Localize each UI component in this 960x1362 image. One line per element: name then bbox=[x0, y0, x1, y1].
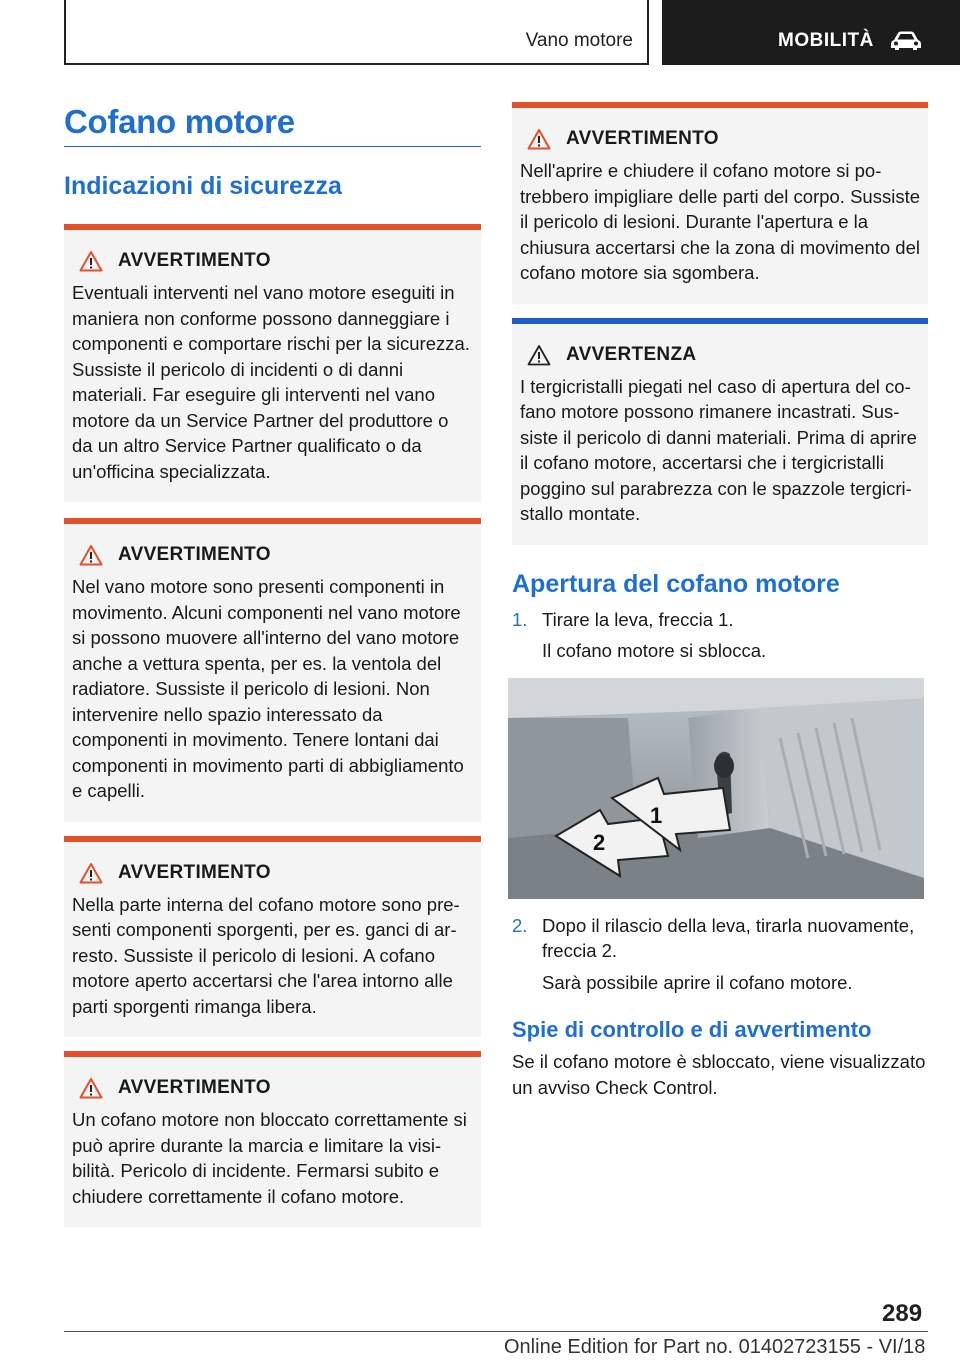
warning-label: AVVERTIMENTO bbox=[118, 1077, 271, 1098]
warning-triangle-icon bbox=[79, 544, 103, 566]
warning-label: AVVERTIMENTO bbox=[118, 861, 271, 883]
step-number: 2. bbox=[512, 914, 528, 936]
notice-label: AVVERTENZA bbox=[566, 343, 697, 365]
warning-box-4 bbox=[64, 1051, 481, 1227]
warning-triangle-icon bbox=[79, 862, 103, 884]
warning-text: Eventuali interventi nel vano motore eseguiti in maniera non conforme possono danneggiare i componenti e comportare rischi per la sicurezza. Sussiste il pericolo di incidenti o di danni materiali. Far eseguire gli interventi nel vano motore da un Service Partner del produttore o da un altro Service Partner qualificato o da un'officina specializzata. bbox=[72, 282, 470, 482]
warning-box-5 bbox=[512, 102, 928, 304]
arrow-1-label: 1 bbox=[650, 802, 663, 828]
safety-heading: Indicazioni di sicurezza bbox=[64, 172, 342, 200]
header-section-box bbox=[64, 0, 649, 65]
step-result: Il cofano motore si sblocca. bbox=[542, 640, 767, 661]
step-text: Tirare la leva, freccia 1. bbox=[542, 608, 734, 630]
step-text: Dopo il rilascio della leva, tirarla nuovamente, freccia 2. bbox=[542, 914, 915, 961]
notice-triangle-icon bbox=[527, 344, 551, 366]
indicator-text: Se il cofano motore è sbloccato, viene visualizzato un avviso Check Control. bbox=[512, 1051, 926, 1098]
warning-text: Nella parte interna del cofano motore sono presenti componenti sporgenti, per es. ganci di arresto. Sussiste il pericolo di lesioni. A cofano motore aperto accertarsi che l'area intorno alle parti sporgenti rimanga libera. bbox=[72, 893, 460, 1017]
car-icon bbox=[890, 30, 922, 52]
left-column bbox=[64, 100, 481, 1227]
warning-triangle-icon bbox=[527, 128, 551, 150]
footer-rule bbox=[64, 1331, 928, 1332]
warning-text: Nel vano motore sono presenti componenti in movimento. Alcuni componenti nel vano motore si possono muovere all'interno del vano motore anche a vettura spenta, per es. la ventola del radiatore. Sussiste il pericolo di lesioni. Non intervenire nello spazio interessato da componenti in movimento. Tenere lontani dai componenti in movimento parti di abbigliamento e capelli. bbox=[72, 576, 464, 801]
step-2 bbox=[512, 913, 928, 964]
warning-box-1 bbox=[64, 224, 481, 502]
warning-label: AVVERTIMENTO bbox=[118, 250, 271, 271]
opening-heading: Apertura del cofano motore bbox=[512, 569, 840, 598]
warning-box-2 bbox=[64, 518, 481, 822]
warning-text: Un cofano motore non bloccato correttamente si può aprire durante la marcia e limitare la visibilità. Pericolo di incidente. Fermarsi subito e chiudere correttamente il cofano motore. bbox=[72, 1109, 467, 1207]
warning-label: AVVERTIMENTO bbox=[118, 544, 271, 565]
right-column bbox=[512, 102, 928, 1100]
footer-edition: Online Edition for Part no. 01402723155 - VI/18 bbox=[504, 1336, 926, 1358]
warning-box-3 bbox=[64, 836, 481, 1038]
step-result: Sarà possibile aprire il cofano motore. bbox=[542, 971, 853, 993]
notice-text: I tergicristalli piegati nel caso di apertura del cofano motore possono rimanere incastrati. Sussiste il pericolo di danni materiali. Prima di aprire il cofano motore, accertarsi che i tergicristalli poggino sul parabrezza con le spazzole tergicristallo montate. bbox=[520, 375, 917, 524]
step-1 bbox=[512, 607, 928, 633]
header-chapter-title: MOBILITÀ bbox=[778, 30, 874, 51]
warning-triangle-icon bbox=[79, 250, 103, 272]
warning-text: Nell'aprire e chiudere il cofano motore si potrebbero impigliare delle parti del corpo. Sussiste il pericolo di lesioni. Durante l'apertura e la chiusura accertarsi che la zona di movimento del cofano motore sia sgombera. bbox=[520, 160, 921, 283]
header-chapter-tab bbox=[662, 0, 960, 65]
arrow-2-label: 2 bbox=[593, 829, 606, 855]
page-title: Cofano motore bbox=[64, 103, 295, 140]
title-rule bbox=[64, 146, 481, 147]
header-section-title: Vano motore bbox=[525, 30, 633, 51]
notice-box bbox=[512, 318, 928, 545]
indicator-heading: Spie di controllo e di avvertimento bbox=[512, 1017, 872, 1042]
page-number: 289 bbox=[882, 1300, 923, 1327]
hood-release-lever-photo bbox=[508, 678, 924, 899]
step-number: 1. bbox=[512, 608, 528, 630]
warning-label: AVVERTIMENTO bbox=[566, 128, 719, 149]
warning-triangle-icon bbox=[79, 1077, 103, 1099]
